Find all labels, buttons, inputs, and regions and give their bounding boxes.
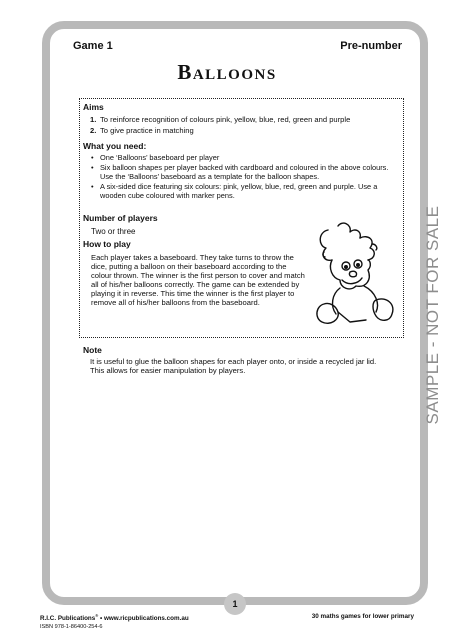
aim-item bbox=[90, 126, 194, 135]
aim-number: 1. bbox=[90, 115, 97, 124]
footer-publisher bbox=[40, 613, 189, 622]
game-number: Game 1 bbox=[73, 40, 113, 52]
aim-text: To reinforce recognition of colours pink, yellow, blue, red, green and purple bbox=[100, 115, 351, 124]
sample-watermark: SAMPLE - NOT FOR SALE bbox=[423, 205, 442, 425]
clown-balloon-illustration bbox=[310, 222, 400, 332]
note-text: It is useful to glue the balloon shapes for each player onto, or inside a recycled jar lid. This allows for easier manipulation by players. bbox=[90, 357, 377, 376]
howto-text: Each player takes a baseboard. They take turns to throw the dice, putting a balloon on their baseboard according to the colour thrown. The winner is the first person to cover and match all of his/her balloons correctly. The game can be extended by playing it in reverse. This time the winner is the first player to remove all of his/her balloons from the baseboard. bbox=[91, 253, 305, 308]
need-item: • A six-sided dice featuring six colours: pink, yellow, blue, red, green and purple. Use a wooden cube coloured with marker pens. bbox=[90, 183, 396, 200]
website: • www.ricpublications.com.au bbox=[98, 615, 189, 623]
aim-number: 2. bbox=[90, 126, 97, 135]
registered-mark: ® bbox=[95, 613, 99, 618]
publisher-name: R.I.C. Publications bbox=[40, 615, 96, 623]
isbn: ISBN 978-1-86400-254-6 bbox=[40, 624, 103, 630]
howto-heading: How to play bbox=[83, 239, 131, 249]
category-label: Pre-number bbox=[340, 40, 402, 52]
footer-book-title: 30 maths games for lower primary bbox=[311, 613, 414, 620]
aim-text: To give practice in matching bbox=[100, 126, 194, 135]
note-heading: Note bbox=[83, 345, 102, 355]
players-heading: Number of players bbox=[83, 213, 158, 223]
need-item: • One ‘Balloons’ baseboard per player bbox=[90, 154, 396, 163]
need-item: • Six balloon shapes per player backed with cardboard and coloured in the above colours. Use the ‘Balloons’ baseboard as a template for the balloon shapes. bbox=[90, 164, 396, 181]
players-text: Two or three bbox=[91, 227, 136, 236]
aims-heading: Aims bbox=[83, 102, 104, 112]
need-heading: What you need: bbox=[83, 141, 147, 151]
page-number: 1 bbox=[224, 593, 246, 615]
page-title: Balloons bbox=[177, 60, 277, 84]
aim-item bbox=[90, 115, 350, 124]
